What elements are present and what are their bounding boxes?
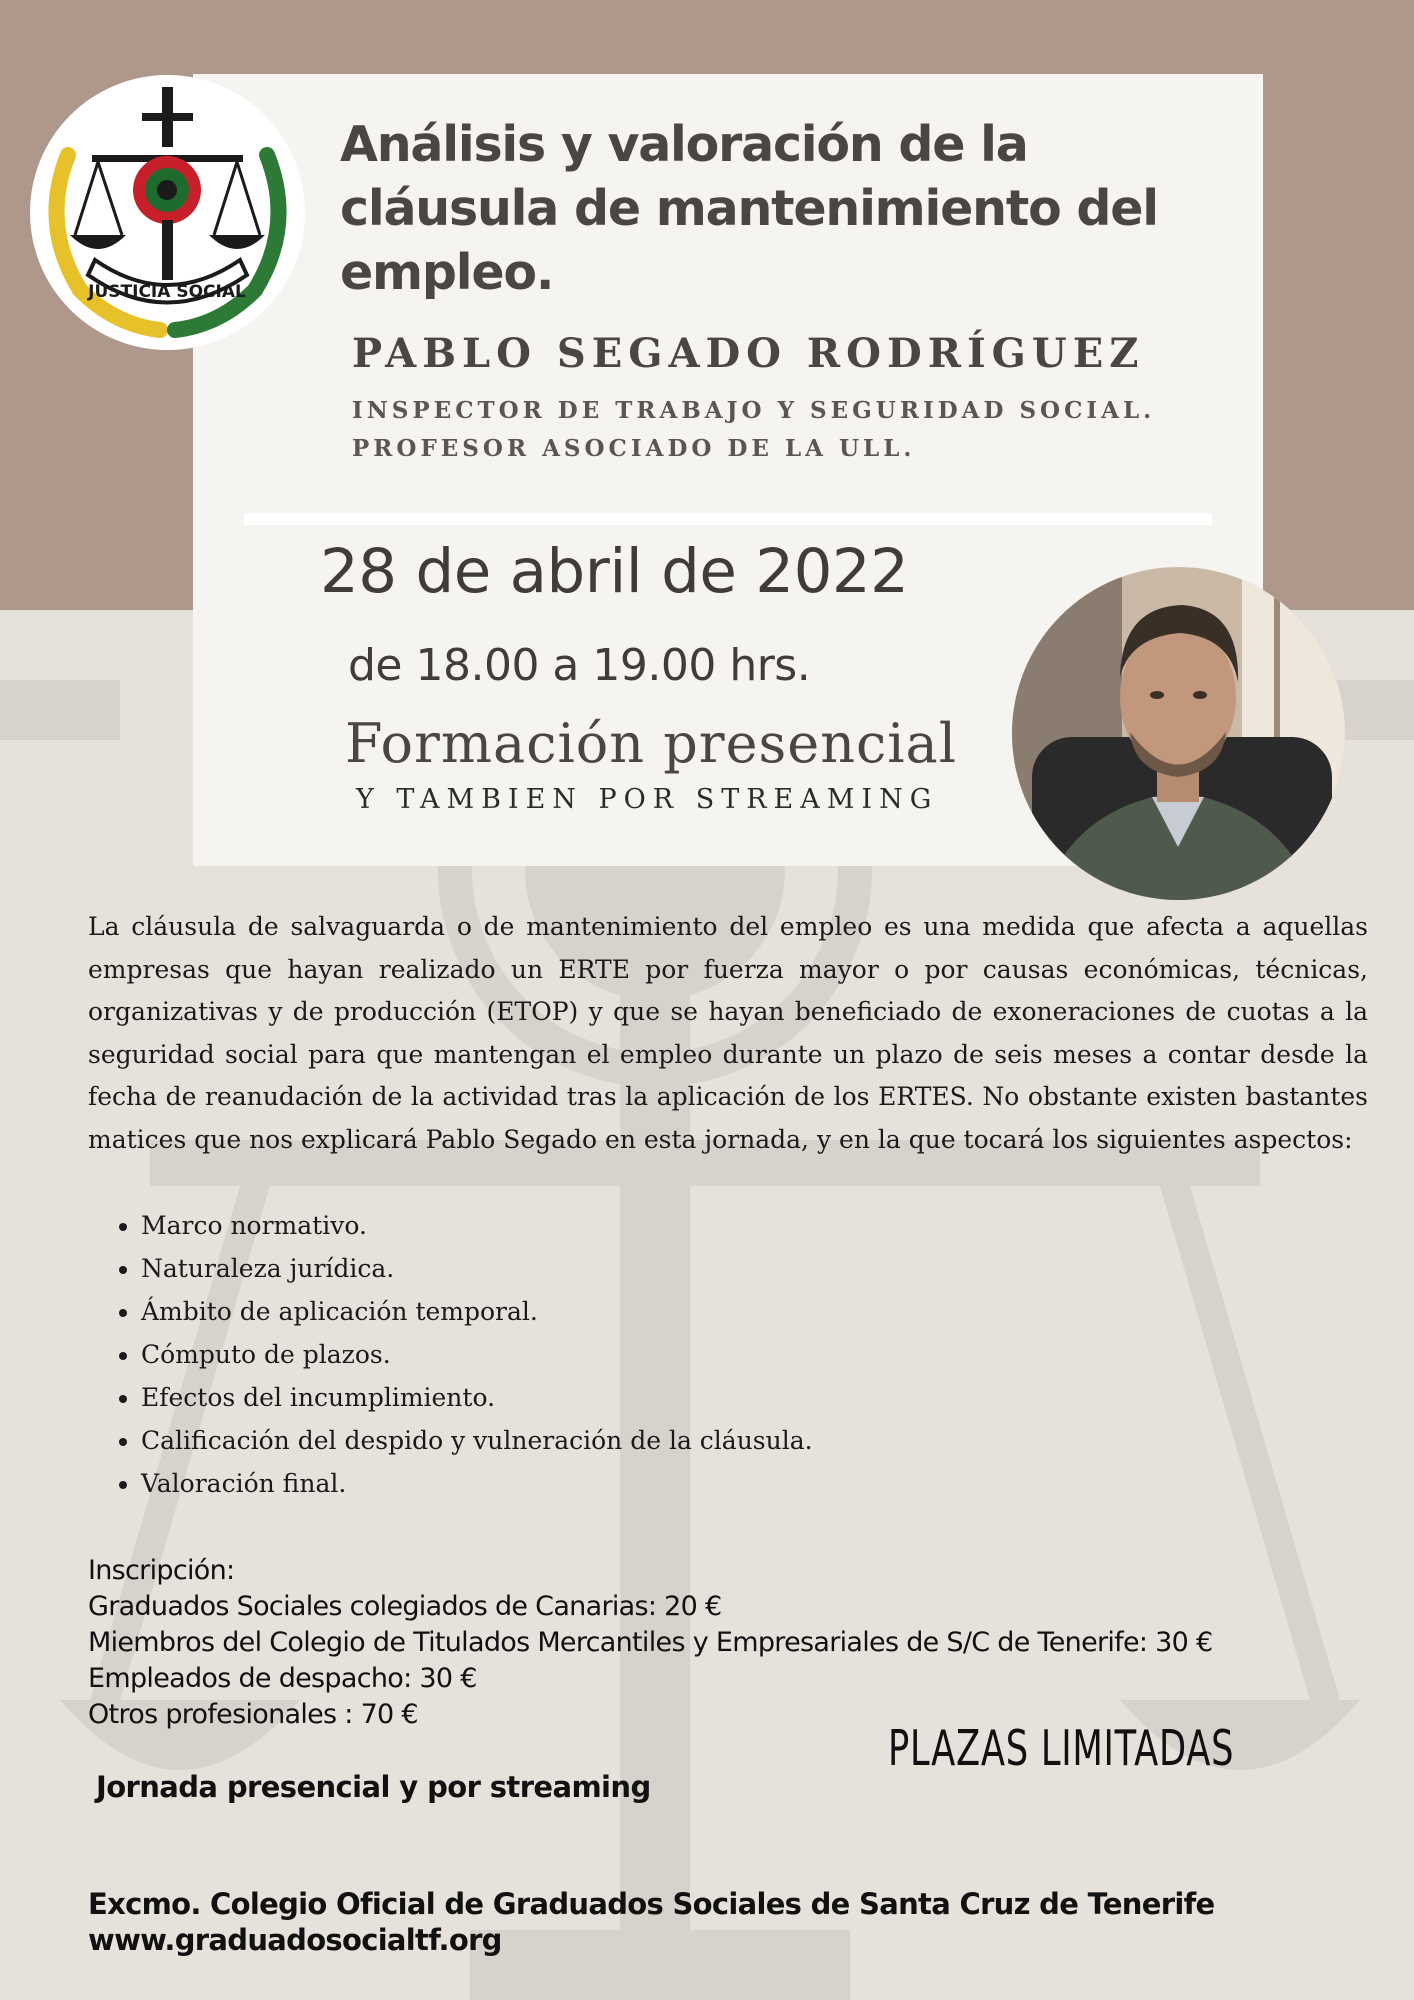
speaker-portrait-icon [1012,567,1345,900]
speaker-role [352,392,1155,468]
logo-text: JUSTICIA SOCIAL [88,282,246,302]
website-link[interactable]: www.graduadosocialtf.org [88,1923,502,1957]
event-mode-sub: Y TAMBIEN POR STREAMING [356,784,939,815]
topic-item: • Marco normativo. [141,1204,1341,1247]
topic-item: • Ámbito de aplicación temporal. [141,1290,1341,1333]
registration-block [88,1553,1408,1733]
footer [88,1886,1214,1958]
registration-line: Empleados de despacho: 30 € [88,1663,477,1694]
justicia-social-seal-icon [30,75,305,350]
event-title: Análisis y valoración de la cláusula de mantenimiento del empleo. [340,116,1158,301]
speaker-role-line-2: PROFESOR ASOCIADO DE LA ULL. [352,435,916,462]
registration-line: Graduados Sociales colegiados de Canarias: 20 € [88,1591,722,1622]
topic-item: • Efectos del incumplimiento. [141,1376,1341,1419]
registration-heading: Inscripción: [88,1555,235,1586]
topic-item: • Cómputo de plazos. [141,1333,1341,1376]
topic-item: • Naturaleza jurídica. [141,1247,1341,1290]
speaker-photo [1012,567,1345,900]
speaker-name: PABLO SEGADO RODRÍGUEZ [352,330,1145,377]
attendance-mode-note: Jornada presencial y por streaming [96,1770,651,1804]
registration-line: Miembros del Colegio de Titulados Mercantiles y Empresariales de S/C de Tenerife: 30 € [88,1627,1213,1658]
logo [30,75,305,350]
registration-line: Otros profesionales : 70 € [88,1699,418,1730]
divider [244,513,1212,525]
limited-places-label: PLAZAS LIMITADAS [888,1720,1235,1777]
event-time: de 18.00 a 19.00 hrs. [348,640,811,691]
topic-item: • Calificación del despido y vulneración de la cláusula. [141,1419,1341,1462]
organization-name: Excmo. Colegio Oficial de Graduados Sociales de Santa Cruz de Tenerife [88,1887,1215,1921]
topic-item: • Valoración final. [141,1462,1341,1505]
event-date: 28 de abril de 2022 [320,536,909,607]
event-description: La cláusula de salvaguarda o de mantenimiento del empleo es una medida que afecta a aquellas empresas que hayan realizado un ERTE por fuerza mayor o por causas económicas, técnicas, organizativas y de producción (ETOP) y que se hayan beneficiado de exoneraciones de cuotas a la seguridad social para que mantengan el empleo durante un plazo de seis meses a contar desde la fecha de reanudación de la actividad tras la aplicación de los ERTES. No obstante existen bastantes matices que nos explicará Pablo Segado en esta jornada, y en la que tocará los siguientes aspectos: [88,912,1368,1154]
event-mode: Formación presencial [345,712,957,775]
topics-list [88,1204,1341,1505]
speaker-role-line-1: INSPECTOR DE TRABAJO Y SEGURIDAD SOCIAL. [352,397,1156,424]
